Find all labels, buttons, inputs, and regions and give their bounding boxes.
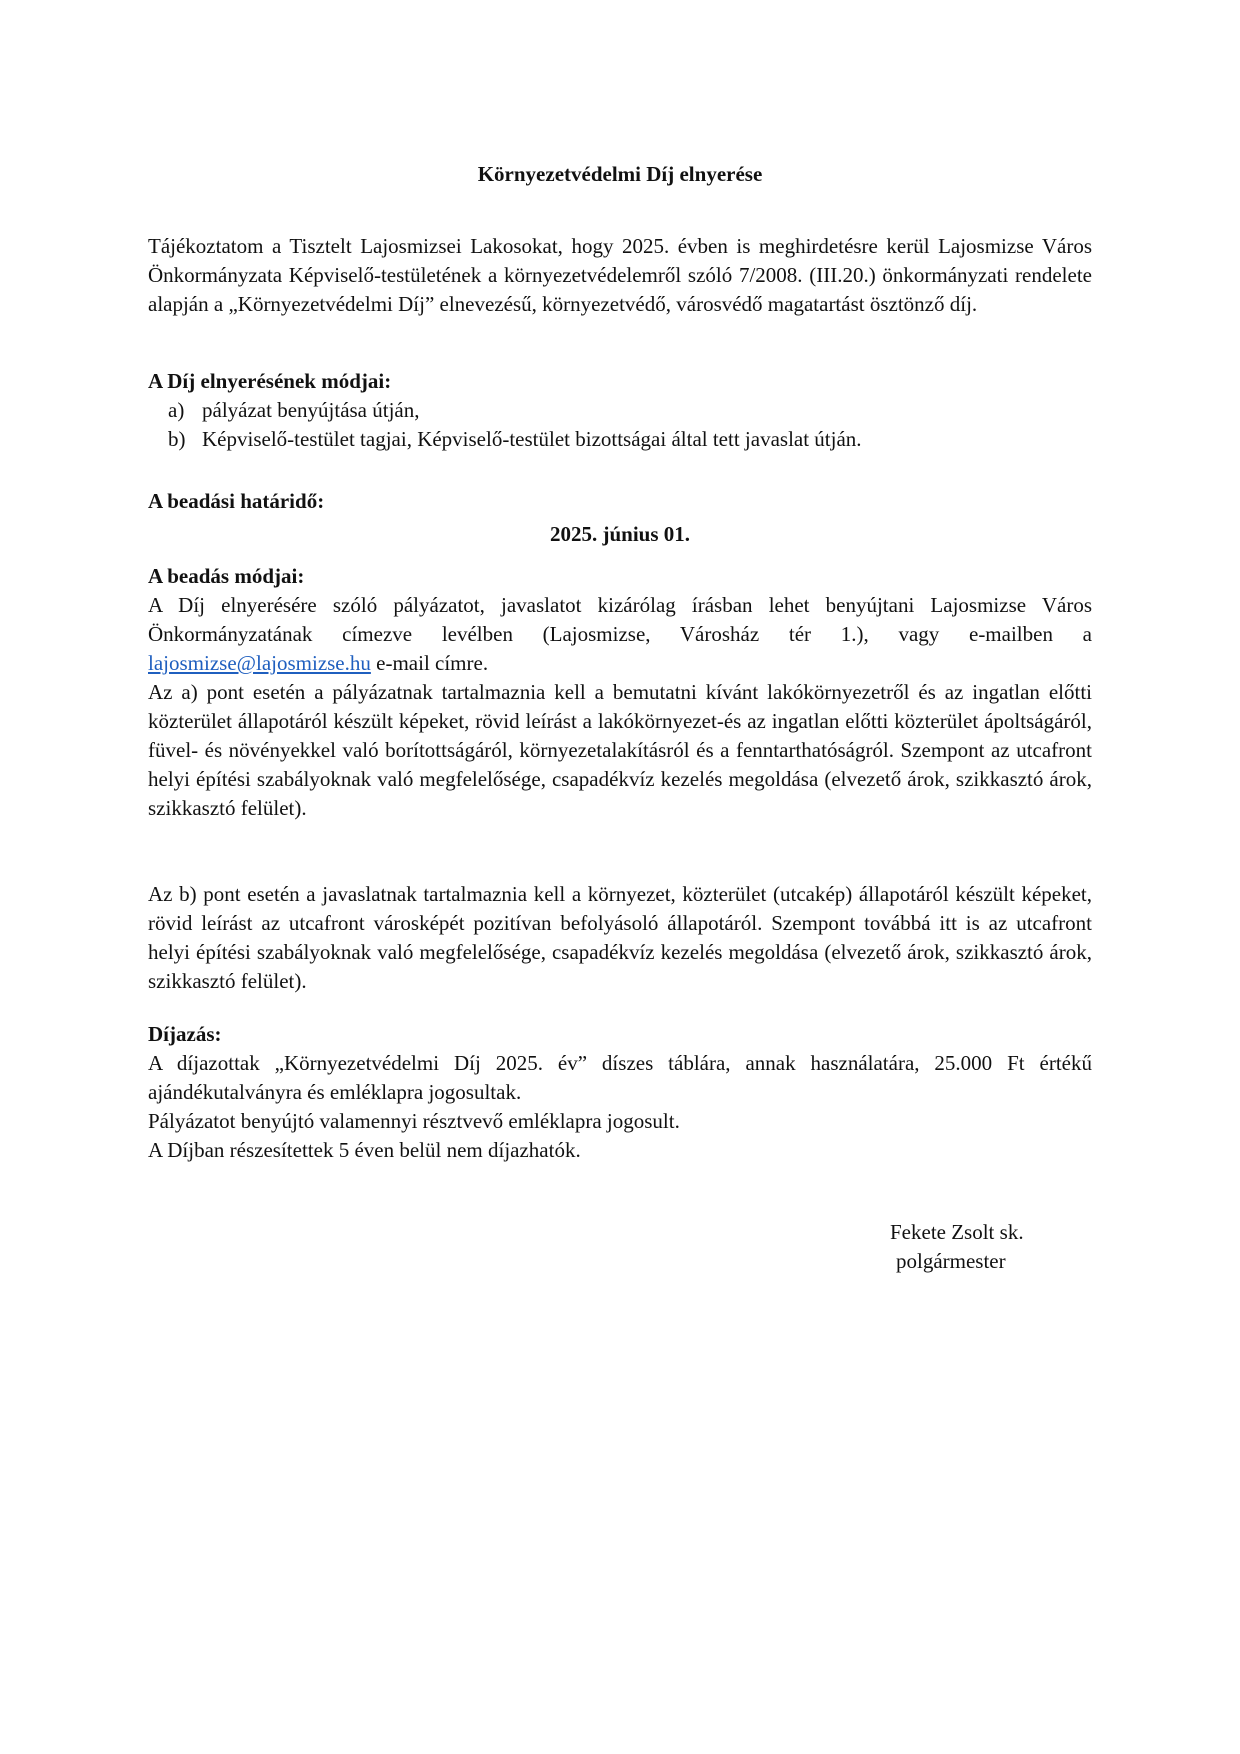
signature-block (890, 1218, 1024, 1276)
awards-line: A díjazottak „Környezetvédelmi Díj 2025. év” díszes táblára, annak használatára, 25.000 Ft értékű ajándékutalványra és emléklapra jogosultak. (148, 1051, 1092, 1104)
deadline-section (148, 487, 1092, 549)
document-title: Környezetvédelmi Díj elnyerése (477, 162, 763, 187)
list-item-text: Képviselő-testület tagjai, Képviselő-testület bizottságai által tett javaslat útján. (202, 427, 862, 451)
submission-section (148, 562, 1092, 823)
email-link[interactable]: lajosmizse@lajosmizse.hu (148, 651, 371, 675)
list-item-text: pályázat benyújtása útján, (202, 398, 420, 422)
signature-name: Fekete Zsolt sk. (890, 1220, 1024, 1244)
methods-list-item (148, 396, 1092, 425)
submission-text: A Díj elnyerésére szóló pályázatot, javaslatot kizárólag írásban lehet benyújtani Lajosmizse Város Önkormányzatának címezve levélben (Lajosmizse, Városház tér 1.), vagy e-mailben a (148, 593, 1092, 646)
list-marker: b) (168, 427, 186, 451)
awards-section (148, 1020, 1092, 1165)
methods-heading: A Díj elnyerésének módjai: (148, 369, 392, 393)
point-a-paragraph: Az a) pont esetén a pályázatnak tartalmaznia kell a bemutatni kívánt lakókörnyezetről és az ingatlan előtti közterület állapotáról készült képeket, rövid leírást a lakókörnyezet-és az ingatlan előtti közterület ápoltságáról, füvel- és növényekkel való borítottságáról, környezetalakításról és a fenntarthatóságról. Szempont az utcafront helyi építési szabályoknak való megfelelősége, csapadékvíz kezelés megoldása (elvezető árok, szikkasztó árok, szikkasztó felület). (148, 680, 1092, 820)
deadline-date: 2025. június 01. (549, 522, 691, 546)
awards-line: Pályázatot benyújtó valamennyi résztvevő emléklapra jogosult. (148, 1109, 680, 1133)
deadline-heading: A beadási határidő: (148, 489, 325, 513)
submission-heading: A beadás módjai: (148, 564, 305, 588)
methods-list-item (148, 425, 1092, 454)
submission-text-after: e-mail címre. (376, 651, 489, 675)
methods-section (148, 367, 1092, 454)
signature-role: polgármester (896, 1249, 1006, 1273)
point-b-paragraph: Az b) pont esetén a javaslatnak tartalmaznia kell a környezet, közterület (utcakép) állapotáról készült képeket, rövid leírást az utcafront városképét pozitívan befolyásoló állapotáról. Szempont továbbá itt is az utcafront helyi építési szabályoknak való megfelelősége, csapadékvíz kezelés megoldása (elvezető árok, szikkasztó árok, szikkasztó felület). (148, 882, 1092, 993)
awards-heading: Díjazás: (148, 1022, 222, 1046)
methods-list (148, 396, 1092, 454)
intro-paragraph: Tájékoztatom a Tisztelt Lajosmizsei Lakosokat, hogy 2025. évben is meghirdetésre kerül Lajosmizse Város Önkormányzata Képviselő-testületének a környezetvédelemről szóló 7/2008. (III.20.) önkormányzati rendelete alapján a „Környezetvédelmi Díj” elnevezésű, környezetvédő, városvédő magatartást ösztönző díj. (148, 234, 1092, 316)
list-marker: a) (168, 398, 185, 422)
awards-line: A Díjban részesítettek 5 éven belül nem díjazhatók. (148, 1138, 581, 1162)
submission-paragraph (148, 591, 1092, 678)
